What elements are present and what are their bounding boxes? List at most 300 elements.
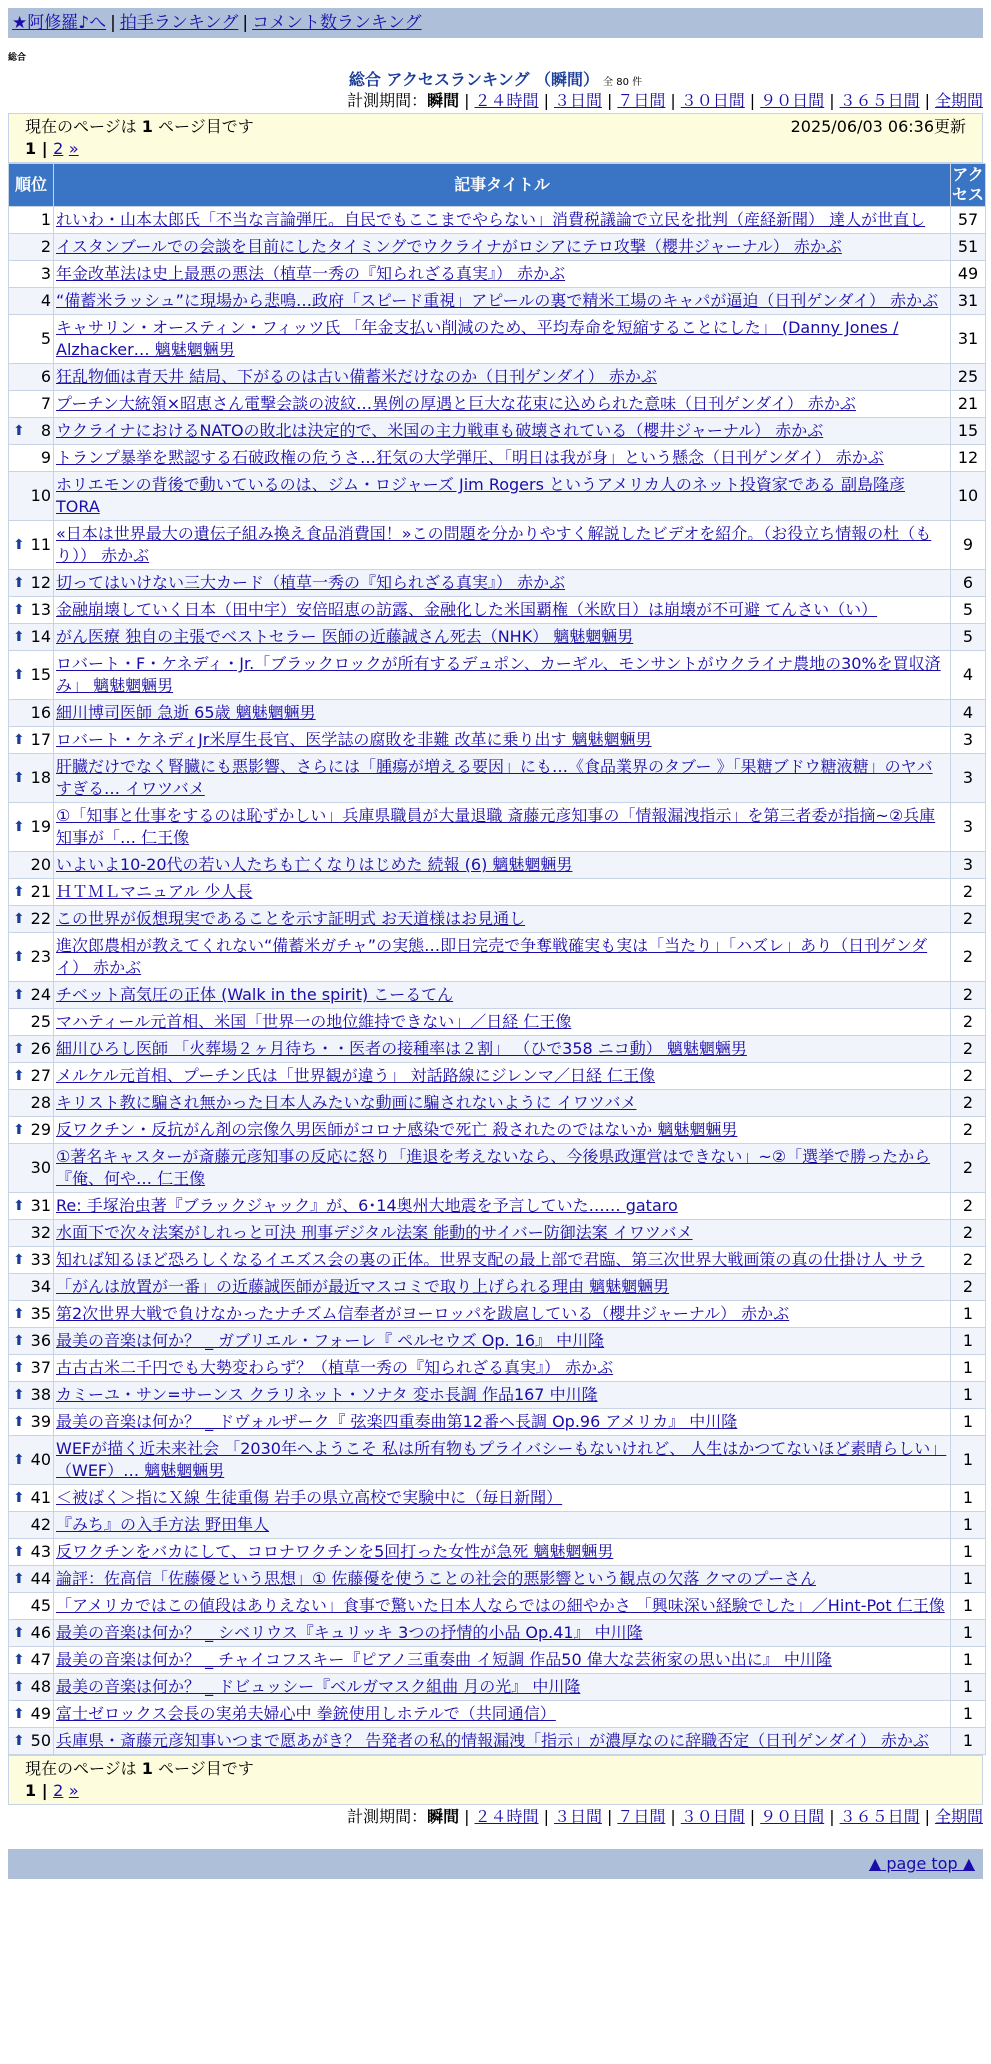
rank-cell (9, 1009, 53, 1035)
rank-number: 39 (30, 1412, 51, 1431)
title-cell (54, 1593, 950, 1619)
access-count: 1 (951, 1593, 985, 1619)
table-row (9, 207, 985, 233)
article-link[interactable]: 水面下で次々法案がしれっと可決 刑事デジタル法案 能動的サイバー防御法案 イワツバメ (56, 1223, 693, 1242)
rank-number: 19 (30, 817, 51, 836)
access-count: 21 (951, 391, 985, 417)
rank-up-icon: ⬆ (13, 1041, 25, 1057)
period-7d-link[interactable]: ７日間 (617, 91, 666, 110)
rank-up-icon: ⬆ (13, 1306, 25, 1322)
rank-number: 36 (30, 1331, 51, 1350)
article-link[interactable]: ロバート・ケネディJr米厚生長官、医学誌の腐敗を非難 改革に乗り出す 魑魅魍魎男 (56, 730, 652, 749)
rank-up-icon: ⬆ (13, 1652, 25, 1668)
table-row (9, 472, 985, 520)
rank-up-icon: ⬆ (13, 1122, 25, 1138)
rank-up-icon: ⬆ (13, 629, 25, 645)
rank-cell (9, 879, 53, 905)
article-link[interactable]: 最美の音楽は何か？ _ ドヴォルザーク『 弦楽四重奏曲第12番ヘ長調 Op.96 アメリカ』 中川隆 (56, 1412, 738, 1431)
table-row (9, 1301, 985, 1327)
page-current: 1 (25, 139, 37, 158)
rank-up-icon: ⬆ (13, 1252, 25, 1268)
period-selector-top: 計測期間：瞬間 | ２４時間 | ３日間 | ７日間 | ３０日間 | ９０日間 | ３６５日間 | 全期間 (347, 91, 983, 110)
rank-cell (9, 364, 53, 390)
rank-number: 11 (30, 535, 51, 554)
table-row (9, 624, 985, 650)
title-cell (54, 1144, 950, 1192)
rank-number: 45 (30, 1596, 51, 1615)
rank-cell (9, 1090, 53, 1116)
table-row (9, 1036, 985, 1062)
rank-number: 2 (40, 237, 51, 256)
article-link[interactable]: «日本は世界最大の遺伝子組み換え食品消費国！»この問題を分かりやすく解説したビデオを紹介。（お役立ち情報の杜（もり）） 赤かぶ (56, 524, 932, 565)
article-link[interactable]: 肝臓だけでなく腎臓にも悪影響、さらには「腫瘍が増える要因」にも…《食品業界のタブー 》「果糖ブドウ糖液糖」のヤバすぎる… イワツバメ (56, 757, 933, 798)
rank-number: 13 (30, 600, 51, 619)
table-row (9, 700, 985, 726)
article-link[interactable]: 狂乱物価は青天井 結局、下がるのは古い備蓄米だけなのか（日刊ゲンダイ） 赤かぶ (56, 367, 657, 386)
page-status: 現在のページは 1 ページ目です (25, 117, 254, 136)
access-count: 3 (951, 754, 985, 802)
period-24h-link[interactable]: ２４時間 (474, 91, 539, 110)
access-count: 2 (951, 1009, 985, 1035)
title-cell (54, 1701, 950, 1727)
rank-cell (9, 1328, 53, 1354)
access-count: 3 (951, 803, 985, 851)
rank-cell (9, 982, 53, 1008)
rank-cell (9, 803, 53, 851)
table-row (9, 1647, 985, 1673)
title-cell (54, 1382, 950, 1408)
rank-number: 26 (30, 1039, 51, 1058)
article-link[interactable]: “備蓄米ラッシュ”に現場から悲鳴…政府「スピード重視」アピールの裏で精米工場のキャパが逼迫（日刊ゲンダイ） 赤かぶ (56, 291, 939, 310)
bottom-bar (8, 1849, 983, 1879)
title-cell (54, 906, 950, 932)
table-row (9, 570, 985, 596)
title-cell (54, 1036, 950, 1062)
rank-up-icon: ⬆ (13, 1571, 25, 1587)
article-link[interactable]: ウクライナにおけるNATOの敗北は決定的で、米国の主力戦車も破壊されている（櫻井ジャーナル） 赤かぶ (56, 421, 824, 440)
access-count: 2 (951, 1090, 985, 1116)
table-row (9, 364, 985, 390)
rank-number: 24 (30, 985, 51, 1004)
title-cell (54, 1539, 950, 1565)
period-90d-link[interactable]: ９０日間 (760, 91, 825, 110)
period-all-link-bottom[interactable]: 全期間 (934, 1807, 983, 1826)
next-page-link-bottom[interactable]: » (68, 1781, 79, 1800)
article-link[interactable]: ＨＴＭＬマニュアル 少人長 (56, 882, 253, 901)
table-row (9, 391, 985, 417)
title-cell (54, 1409, 950, 1435)
rank-number: 32 (30, 1223, 51, 1242)
article-link[interactable]: 年金改革法は史上最悪の悪法（植草一秀の『知られざる真実』） 赤かぶ (56, 264, 566, 283)
rank-up-icon: ⬆ (13, 1625, 25, 1641)
rank-up-icon: ⬆ (13, 1414, 25, 1430)
title-cell (54, 803, 950, 851)
rank-number: 6 (40, 367, 51, 386)
table-row (9, 879, 985, 905)
access-count: 2 (951, 1247, 985, 1273)
rank-cell (9, 727, 53, 753)
home-link[interactable]: ★阿修羅♪へ (12, 13, 107, 33)
title-cell (54, 700, 950, 726)
article-link[interactable]: 進次郎農相が教えてくれない“備蓄米ガチャ”の実態…即日完売で争奪戦確実も実は「当たり」「ハズレ」あり（日刊ゲンダイ） 赤かぶ (56, 936, 928, 977)
table-row (9, 906, 985, 932)
access-count: 5 (951, 597, 985, 623)
rank-number: 33 (30, 1250, 51, 1269)
access-count: 10 (951, 472, 985, 520)
title-cell (54, 288, 950, 314)
access-count: 31 (951, 288, 985, 314)
updated-timestamp: 2025/06/03 06:36更新 (790, 117, 966, 136)
rank-cell (9, 1485, 53, 1511)
title-cell (54, 933, 950, 981)
rank-up-icon: ⬆ (13, 575, 25, 591)
rank-up-icon: ⬆ (13, 1333, 25, 1349)
rank-up-icon: ⬆ (13, 949, 25, 965)
next-page-link[interactable]: » (68, 139, 79, 158)
article-link[interactable]: 反ワクチンをバカにして、コロナワクチンを5回打った女性が急死 魑魅魍魎男 (56, 1542, 614, 1561)
rank-number: 30 (30, 1158, 51, 1177)
access-count: 2 (951, 1144, 985, 1192)
access-count: 1 (951, 1409, 985, 1435)
rank-up-icon: ⬆ (13, 667, 25, 683)
rank-number: 48 (30, 1677, 51, 1696)
title-cell (54, 1274, 950, 1300)
rank-number: 7 (40, 394, 51, 413)
rank-cell (9, 1382, 53, 1408)
period-all-link[interactable]: 全期間 (934, 91, 983, 110)
rank-cell (9, 1701, 53, 1727)
table-row (9, 1409, 985, 1435)
rank-cell (9, 1436, 53, 1484)
rank-up-icon: ⬆ (13, 423, 25, 439)
rank-cell (9, 1728, 53, 1754)
rank-cell (9, 1063, 53, 1089)
table-row (9, 1247, 985, 1273)
period-current: 瞬間 (427, 91, 460, 110)
article-link[interactable]: 最美の音楽は何か？ _ ガブリエル・フォーレ『 ペルセウズ Op. 16』 中川隆 (56, 1331, 605, 1350)
table-row (9, 597, 985, 623)
article-link[interactable]: 論評：佐高信「佐藤優という思想」① 佐藤優を使うことの社会的悪影響という観点の欠落 クマのプーさん (56, 1569, 817, 1588)
table-row (9, 1436, 985, 1484)
rank-number: 14 (30, 627, 51, 646)
table-row (9, 1355, 985, 1381)
article-link[interactable]: れいわ・山本太郎氏「不当な言論弾圧。自民でもここまでやらない」消費税議論で立民を批判（産経新聞） 達人が世直し (56, 210, 926, 229)
rank-up-icon: ⬆ (13, 1544, 25, 1560)
table-row (9, 754, 985, 802)
rank-number: 8 (40, 421, 51, 440)
page-2-link-bottom[interactable]: 2 (53, 1781, 64, 1800)
rank-cell (9, 1620, 53, 1646)
rank-cell (9, 261, 53, 287)
access-count: 2 (951, 982, 985, 1008)
article-link[interactable]: 知れば知るほど恐ろしくなるイエズス会の裏の正体。世界支配の最上部で君臨、第三次世界大戦画策の真の仕掛け人 サラ (56, 1250, 925, 1269)
period-90d-link-bottom[interactable]: ９０日間 (760, 1807, 825, 1826)
item-count: 全 80 件 (603, 77, 643, 88)
period-3d-link-bottom[interactable]: ３日間 (553, 1807, 602, 1826)
access-count: 1 (951, 1539, 985, 1565)
period-30d-link[interactable]: ３０日間 (680, 91, 745, 110)
rank-number: 35 (30, 1304, 51, 1323)
title-cell (54, 1009, 950, 1035)
period-7d-link-bottom[interactable]: ７日間 (617, 1807, 666, 1826)
rank-cell (9, 1274, 53, 1300)
rank-cell (9, 1566, 53, 1592)
rank-number: 31 (30, 1196, 51, 1215)
article-link[interactable]: カミーユ・サン=サーンス クラリネット・ソナタ 変ホ長調 作品167 中川隆 (56, 1385, 598, 1404)
article-link[interactable]: 「がんは放置が一番」の近藤誠医師が最近マスコミで取り上げられる理由 魑魅魍魎男 (56, 1277, 670, 1296)
rank-cell (9, 445, 53, 471)
page-links-bottom: 1 | 2 » (25, 1781, 79, 1800)
access-count: 1 (951, 1382, 985, 1408)
rank-cell (9, 472, 53, 520)
title-cell (54, 754, 950, 802)
table-row (9, 727, 985, 753)
title-cell (54, 1117, 950, 1143)
rank-number: 25 (30, 1012, 51, 1031)
article-link[interactable]: 切ってはいけない三大カード（植草一秀の『知られざる真実』） 赤かぶ (56, 573, 566, 592)
table-row (9, 234, 985, 260)
article-link[interactable]: ＜被ばく＞指にＸ線 生徒重傷 岩手の県立高校で実験中に（毎日新聞） (56, 1488, 563, 1507)
rank-up-icon: ⬆ (13, 1733, 25, 1749)
title-cell (54, 982, 950, 1008)
table-row (9, 1328, 985, 1354)
period-selector-bottom: 計測期間：瞬間 | ２４時間 | ３日間 | ７日間 | ３０日間 | ９０日間 | ３６５日間 | 全期間 (347, 1807, 983, 1826)
access-count: 5 (951, 624, 985, 650)
table-row (9, 1593, 985, 1619)
title-cell (54, 207, 950, 233)
title-cell (54, 261, 950, 287)
rank-cell (9, 1355, 53, 1381)
article-link[interactable]: ロバート・F・ケネディ・Jr.「ブラックロックが所有するデュポン、カーギル、モンサントがウクライナ農地の30%を買収済み」 魑魅魍魎男 (56, 654, 941, 695)
title-cell (54, 418, 950, 444)
rank-number: 22 (30, 909, 51, 928)
article-link[interactable]: 富士ゼロックス会長の実弟夫婦心中 拳銃使用しホテルで（共同通信） (56, 1704, 556, 1723)
title-cell (54, 445, 950, 471)
title-cell (54, 1220, 950, 1246)
pager-top (8, 113, 983, 163)
article-link[interactable]: キリスト教に騙され無かった日本人みたいな動画に騙されないように イワツバメ (56, 1093, 637, 1112)
rank-cell (9, 1144, 53, 1192)
rank-cell (9, 651, 53, 699)
rank-cell (9, 234, 53, 260)
access-count: 1 (951, 1301, 985, 1327)
table-row (9, 1090, 985, 1116)
rank-cell (9, 288, 53, 314)
page-2-link[interactable]: 2 (53, 139, 64, 158)
table-row (9, 1485, 985, 1511)
rank-cell (9, 754, 53, 802)
top-nav-bar: ★阿修羅♪へ | 拍手ランキング | コメント数ランキング (8, 8, 983, 38)
access-count: 4 (951, 700, 985, 726)
article-link[interactable]: 細川博司医師 急逝 65歳 魑魅魍魎男 (56, 703, 316, 722)
rank-cell (9, 418, 53, 444)
article-link[interactable]: イスタンブールでの会談を目前にしたタイミングでウクライナがロシアにテロ攻撃（櫻井ジャーナル） 赤かぶ (56, 237, 842, 256)
access-count: 2 (951, 1117, 985, 1143)
article-link[interactable]: プーチン大統領×昭恵さん電撃会談の波紋…異例の厚遇と巨大な花束に込められた意味（日刊ゲンダイ） 赤かぶ (56, 394, 856, 413)
title-cell (54, 1193, 950, 1219)
rank-number: 42 (30, 1515, 51, 1534)
title-cell (54, 852, 950, 878)
rank-number: 21 (30, 882, 51, 901)
rank-number: 18 (30, 768, 51, 787)
access-count: 2 (951, 1063, 985, 1089)
access-count: 51 (951, 234, 985, 260)
page-links: 1 | 2 » (25, 139, 79, 158)
rank-up-icon: ⬆ (13, 987, 25, 1003)
page-current-bottom: 1 (25, 1781, 37, 1800)
rank-cell (9, 1512, 53, 1538)
access-count: 9 (951, 521, 985, 569)
title-cell (54, 1090, 950, 1116)
title-cell (54, 879, 950, 905)
page-top-link[interactable]: ▲ page top ▲ (868, 1854, 975, 1873)
clap-ranking-link[interactable]: 拍手ランキング (119, 13, 239, 33)
rank-number: 10 (30, 486, 51, 505)
title-cell (54, 391, 950, 417)
table-row (9, 982, 985, 1008)
article-link[interactable]: 最美の音楽は何か？ _ ドビュッシー『ベルガマスク組曲 月の光』 中川隆 (56, 1677, 581, 1696)
article-link[interactable]: がん医療 独自の主張でベストセラー 医師の近藤誠さん死去（NHK） 魑魅魍魎男 (56, 627, 634, 646)
rank-up-icon: ⬆ (13, 1068, 25, 1084)
rank-cell (9, 1036, 53, 1062)
rank-number: 3 (40, 264, 51, 283)
table-row (9, 521, 985, 569)
title-cell (54, 1436, 950, 1484)
table-row (9, 1512, 985, 1538)
table-row (9, 1674, 985, 1700)
title-cell (54, 624, 950, 650)
table-row (9, 418, 985, 444)
rank-cell (9, 1193, 53, 1219)
table-row (9, 1620, 985, 1646)
rank-up-icon: ⬆ (13, 911, 25, 927)
article-link[interactable]: 金融崩壊していく日本（田中宇）安倍昭恵の訪露、金融化した米国覇権（米欧日）は崩壊が不可避 てんさい（い） (56, 600, 878, 619)
rank-number: 4 (40, 291, 51, 310)
period-365d-link-bottom[interactable]: ３６５日間 (839, 1807, 920, 1826)
access-count: 2 (951, 933, 985, 981)
period-3d-link[interactable]: ３日間 (553, 91, 602, 110)
article-link[interactable]: ①著名キャスターが斎藤元彦知事の反応に怒り「進退を考えないなら、今後県政運営はできない」~②「選挙で勝ったから『俺、何や… 仁王像 (56, 1147, 931, 1188)
table-row (9, 933, 985, 981)
page-status-bottom: 現在のページは 1 ページ目です (25, 1759, 254, 1778)
rank-up-icon: ⬆ (13, 1679, 25, 1695)
article-link[interactable]: Re: 手塚治虫著『ブラックジャック』が、6･14奥州大地震を予言していた…… gataro (56, 1196, 678, 1215)
title-cell (54, 1355, 950, 1381)
table-row (9, 1728, 985, 1754)
access-count: 31 (951, 315, 985, 363)
rank-number: 49 (30, 1704, 51, 1723)
title-cell (54, 1647, 950, 1673)
access-count: 1 (951, 1728, 985, 1754)
article-link[interactable]: 最美の音楽は何か？ _ シベリウス『キュリッキ 3つの抒情的小品 Op.41』 中川隆 (56, 1623, 643, 1642)
ranking-title: 総合 アクセスランキング （瞬間） (348, 70, 600, 89)
article-link[interactable]: マハティール元首相、米国「世界一の地位維持できない」／日経 仁王像 (56, 1012, 572, 1031)
access-count: 1 (951, 1620, 985, 1646)
ranking-table (8, 163, 986, 1755)
period-label: 計測期間： (347, 91, 428, 110)
title-cell (54, 234, 950, 260)
rank-number: 44 (30, 1569, 51, 1588)
article-link[interactable]: ホリエモンの背後で動いているのは、ジム・ロジャーズ Jim Rogers というアメリカ人のネット投資家である 副島隆彦 TORA (56, 475, 905, 516)
article-link[interactable]: チベット高気圧の正体 (Walk in the spirit) こーるてん (56, 985, 454, 1004)
access-count: 1 (951, 1328, 985, 1354)
rank-up-icon: ⬆ (13, 884, 25, 900)
access-count: 1 (951, 1701, 985, 1727)
period-30d-link-bottom[interactable]: ３０日間 (680, 1807, 745, 1826)
article-link[interactable]: 兵庫県・斎藤元彦知事いつまで愿あがき？ 告発者の私的情報漏洩「指示」が濃厚なのに辞職否定（日刊ゲンダイ） 赤かぶ (56, 1731, 929, 1750)
article-link[interactable]: いよいよ10-20代の若い人たちも亡くなりはじめた 続報 (6) 魑魅魍魎男 (56, 855, 573, 874)
article-link[interactable]: この世界が仮想現実であることを示す証明式 お天道様はお見通し (56, 909, 526, 928)
rank-up-icon: ⬆ (13, 1387, 25, 1403)
article-link[interactable]: トランプ暴挙を黙認する石破政権の危うさ…狂気の大学弾圧、「明日は我が身」という懸念（日刊ゲンダイ） 赤かぶ (56, 448, 884, 467)
access-count: 2 (951, 1220, 985, 1246)
article-link[interactable]: 『みち』の入手方法 野田隼人 (56, 1515, 270, 1534)
article-link[interactable]: 細川ひろし医師 「火葬場２ヶ月待ち・・医者の接種率は２割」 （ひで358 ニコ動） 魑魅魍魎男 (56, 1039, 747, 1058)
title-cell (54, 727, 950, 753)
rank-cell (9, 1409, 53, 1435)
rank-up-icon: ⬆ (13, 1452, 25, 1468)
article-link[interactable]: 最美の音楽は何か？ _ チャイコフスキー『ピアノ三重奏曲 イ短調 作品50 偉大な芸術家の思い出に』 中川隆 (56, 1650, 832, 1669)
article-link[interactable]: 古古古米二千円でも大勢変わらず？（植草一秀の『知られざる真実』） 赤かぶ (56, 1358, 614, 1377)
access-count: 15 (951, 418, 985, 444)
access-count: 57 (951, 207, 985, 233)
rank-cell (9, 1674, 53, 1700)
rank-cell (9, 315, 53, 363)
table-row (9, 1193, 985, 1219)
title-cell (54, 570, 950, 596)
article-link[interactable]: メルケル元首相、プーチン氏は「世界観が違う」 対話路線にジレンマ／日経 仁王像 (56, 1066, 655, 1085)
article-link[interactable]: WEFが描く近未来社会 「2030年へようこそ 私は所有物もプライバシーもないけれど、 人生はかつてないほど素晴らしい」 （WEF）… 魑魅魍魎男 (56, 1439, 947, 1480)
article-link[interactable]: キャサリン・オースティン・フィッツ氏 「年金支払い削減のため、平均寿命を短縮することにした」 (Danny Jones / Alzhacker… 魑魅魍魎男 (56, 318, 899, 359)
period-365d-link[interactable]: ３６５日間 (839, 91, 920, 110)
category-label: 総合 (8, 53, 27, 63)
title-cell (54, 472, 950, 520)
access-count: 6 (951, 570, 985, 596)
article-link[interactable]: ①「知事と仕事をするのは恥ずかしい」兵庫県職員が大量退職 斎藤元彦知事の「情報漏洩指示」を第三者委が指摘~②兵庫知事が「… 仁王像 (56, 806, 936, 847)
title-cell (54, 1674, 950, 1700)
article-link[interactable]: 第2次世界大戦で負けなかったナチズム信奉者がヨーロッパを跋扈している（櫻井ジャーナル） 赤かぶ (56, 1304, 790, 1323)
table-row (9, 651, 985, 699)
table-row (9, 315, 985, 363)
rank-up-icon: ⬆ (13, 1198, 25, 1214)
article-link[interactable]: 反ワクチン・反抗がん剤の宗像久男医師がコロナ感染で死亡 殺されたのではないか 魑魅魍魎男 (56, 1120, 738, 1139)
title-cell (54, 1301, 950, 1327)
title-cell (54, 1620, 950, 1646)
rank-cell (9, 597, 53, 623)
title-header: 記事タイトル (54, 164, 950, 206)
access-count: 12 (951, 445, 985, 471)
rank-number: 28 (30, 1093, 51, 1112)
title-cell (54, 1512, 950, 1538)
rank-number: 41 (30, 1488, 51, 1507)
title-cell (54, 1485, 950, 1511)
comment-ranking-link[interactable]: コメント数ランキング (252, 13, 422, 33)
article-link[interactable]: 「アメリカではこの値段はありえない」食事で驚いた日本人ならではの細やかさ 「興味深い経験でした」／Hint-Pot 仁王像 (56, 1596, 945, 1615)
rank-number: 37 (30, 1358, 51, 1377)
title-cell (54, 1328, 950, 1354)
rank-number: 47 (30, 1650, 51, 1669)
rank-number: 9 (40, 448, 51, 467)
table-row (9, 445, 985, 471)
access-count: 49 (951, 261, 985, 287)
rank-up-icon: ⬆ (13, 1490, 25, 1506)
pager-bottom (8, 1755, 983, 1805)
access-count: 4 (951, 651, 985, 699)
period-24h-link-bottom[interactable]: ２４時間 (474, 1807, 539, 1826)
rank-cell (9, 521, 53, 569)
table-row (9, 261, 985, 287)
rank-cell (9, 1117, 53, 1143)
